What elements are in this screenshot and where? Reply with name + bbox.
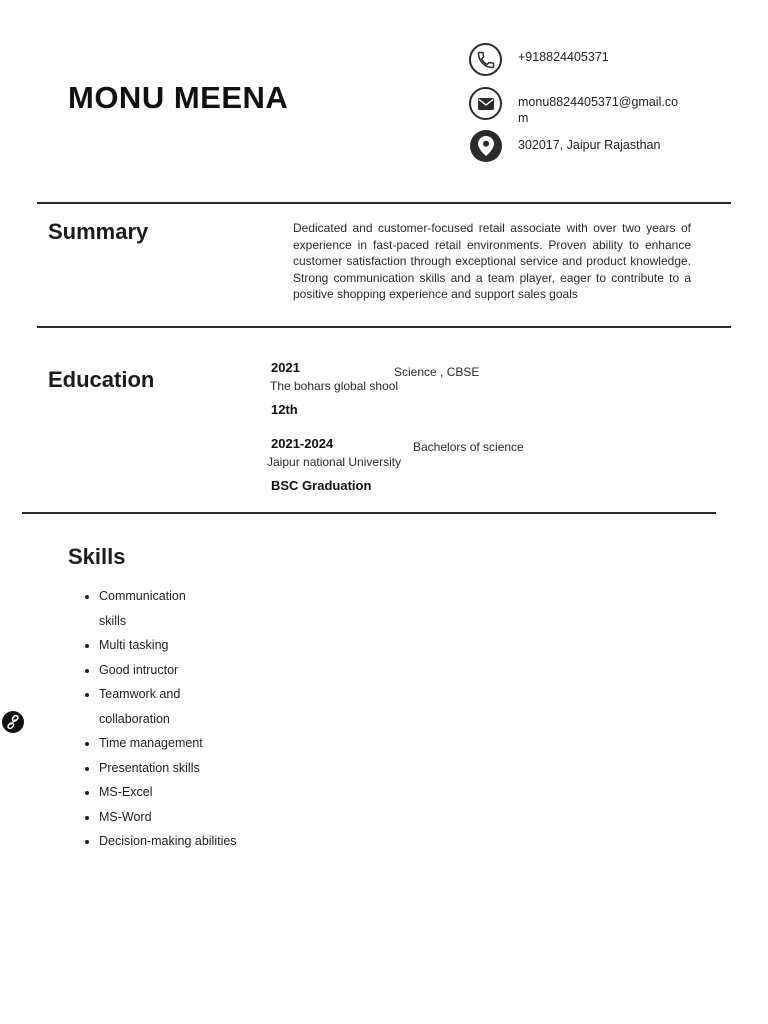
education-year: 2021-2024 <box>271 436 334 451</box>
address: 302017, Jaipur Rajasthan <box>518 138 661 152</box>
summary-text: Dedicated and customer-focused retail associate with over two years of experience in fast-paced retail environments. Proven ability to enhance customer satisfaction through exceptional service and product knowledge. Strong communication skills and a team player, eager to contribute to a positive shopping experience and support sales goals <box>293 221 691 301</box>
skill-item: • Good intructor <box>99 658 209 683</box>
location-pin-icon <box>470 130 502 162</box>
skill-item: • Decision-making abilities <box>99 829 237 854</box>
skill-item: • MS-Word <box>99 805 209 830</box>
link-icon[interactable] <box>2 711 24 733</box>
education-institution: The bohars global shool <box>270 379 399 393</box>
education-heading: Education <box>48 367 155 392</box>
skill-item: • Multi tasking <box>99 633 209 658</box>
phone-number: +918824405371 <box>518 50 609 64</box>
candidate-name: MONU MEENA <box>68 80 289 115</box>
skills-list <box>68 584 237 854</box>
section-divider <box>37 326 731 328</box>
section-divider <box>37 202 731 204</box>
skill-item: • Communication skills <box>99 584 209 633</box>
skills-heading: Skills <box>68 544 126 569</box>
email-icon <box>469 87 502 120</box>
skill-item: • Presentation skills <box>99 756 209 781</box>
education-year: 2021 <box>271 360 300 375</box>
education-qualification: BSC Graduation <box>271 478 372 493</box>
phone-icon <box>469 43 502 76</box>
email-address: monu8824405371@gmail.com <box>518 95 679 125</box>
summary-heading: Summary <box>48 219 149 244</box>
education-field: Science , CBSE <box>394 365 480 379</box>
skill-item: • Time management <box>99 731 209 756</box>
skill-item: • Teamwork and collaboration <box>99 682 209 731</box>
section-divider <box>22 512 716 514</box>
skill-item: • MS-Excel <box>99 780 209 805</box>
education-qualification: 12th <box>271 402 298 417</box>
education-field: Bachelors of science <box>413 440 524 454</box>
education-institution: Jaipur national University <box>267 455 402 469</box>
